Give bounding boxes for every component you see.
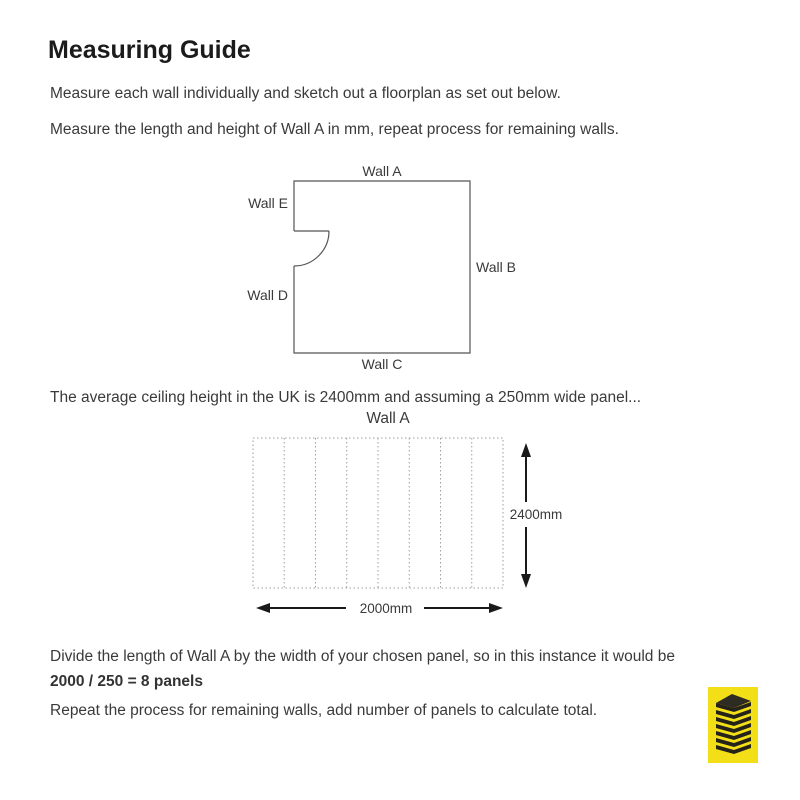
arrow-left-icon: [256, 603, 270, 613]
wall-d-label: Wall D: [247, 287, 288, 303]
stacked-panels-logo: [708, 687, 758, 763]
panel-diagram-title: Wall A: [366, 410, 410, 427]
wall-b-label: Wall B: [476, 259, 516, 275]
intro-paragraph-2: Measure the length and height of Wall A in mm, repeat process for remaining walls.: [50, 121, 619, 138]
door-swing-arc: [294, 231, 329, 266]
width-dimension-label: 2000mm: [359, 601, 413, 616]
wall-e-label: Wall E: [248, 195, 288, 211]
wall-c-label: Wall C: [361, 356, 403, 372]
divide-note: Divide the length of Wall A by the width of your chosen panel, so in this instance it would be: [50, 648, 675, 665]
page-title: Measuring Guide: [48, 36, 251, 64]
panel-formula: 2000 / 250 = 8 panels: [50, 673, 203, 690]
repeat-note: Repeat the process for remaining walls, add number of panels to calculate total.: [50, 702, 598, 719]
height-dimension-label: 2400mm: [509, 507, 563, 522]
floorplan-diagram: [230, 158, 530, 376]
arrow-down-icon: [521, 574, 531, 588]
arrow-right-icon: [489, 603, 503, 613]
wall-a-label: Wall A: [362, 163, 402, 179]
intro-paragraph-1: Measure each wall individually and sketch out a floorplan as set out below.: [50, 85, 561, 102]
room-outline: [294, 181, 470, 353]
panel-diagram: [240, 405, 580, 630]
ceiling-height-note: The average ceiling height in the UK is 2400mm and assuming a 250mm wide panel...: [50, 389, 642, 406]
arrow-up-icon: [521, 443, 531, 457]
wall-panel-outline: [253, 438, 503, 588]
panel-dividers: [284, 438, 472, 588]
